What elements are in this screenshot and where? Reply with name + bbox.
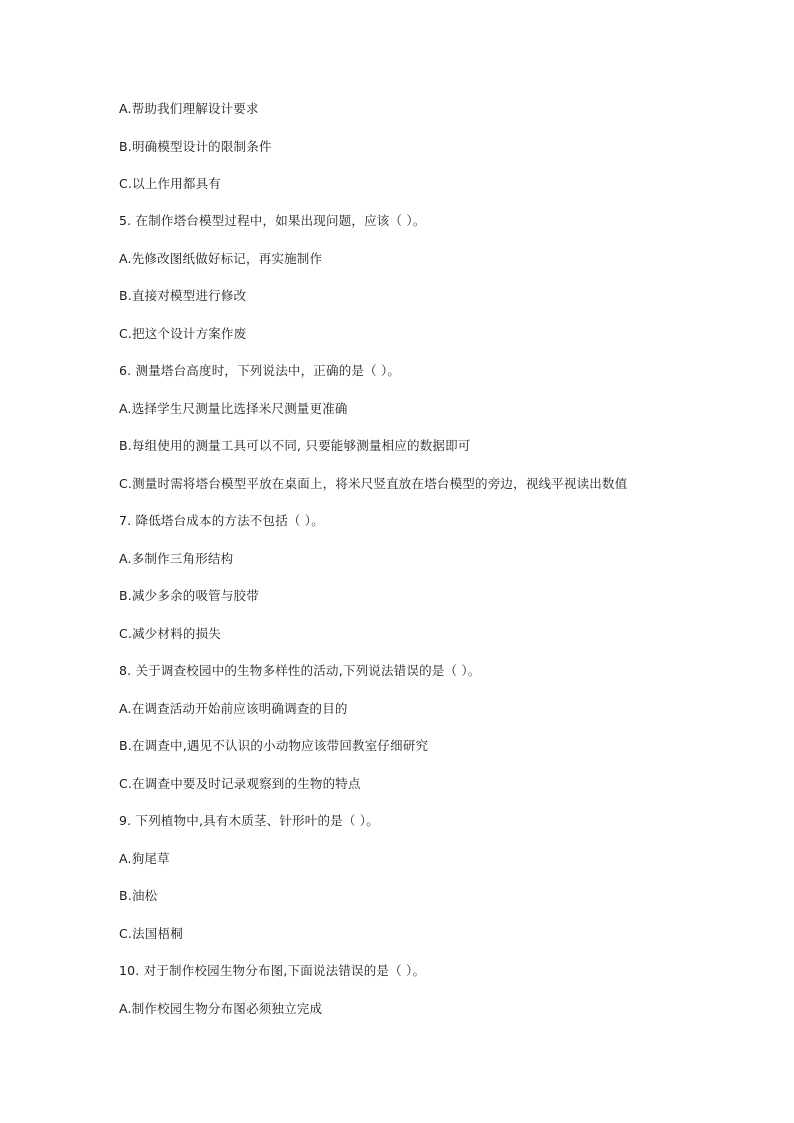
option-4c: C.以上作用都具有 xyxy=(119,176,222,191)
question-5: 5. 在制作塔台模型过程中，如果出现问题，应该（ ）。 xyxy=(119,213,426,228)
option-6a: A.选择学生尺测量比选择米尺测量更准确 xyxy=(119,401,348,416)
option-6c: C.测量时需将塔台模型平放在桌面上，将米尺竖直放在塔台模型的旁边，视线平视读出数值 xyxy=(119,476,628,491)
option-8c: C.在调查中要及时记录观察到的生物的特点 xyxy=(119,776,361,791)
question-6: 6. 测量塔台高度时，下列说法中，正确的是（ ）。 xyxy=(119,363,401,378)
option-7b: B.减少多余的吸管与胶带 xyxy=(119,588,259,603)
option-8b: B.在调查中,遇见不认识的小动物应该带回教室仔细研究 xyxy=(119,738,429,753)
option-9a: A.狗尾草 xyxy=(119,851,170,866)
option-7a: A.多制作三角形结构 xyxy=(119,551,234,566)
option-9b: B.油松 xyxy=(119,888,158,903)
question-8: 8. 关于调查校园中的生物多样性的活动,下列说法错误的是（ ）。 xyxy=(119,663,481,678)
option-4a: A.帮助我们理解设计要求 xyxy=(119,101,259,116)
option-9c: C.法国梧桐 xyxy=(119,926,183,941)
question-10: 10. 对于制作校园生物分布图,下面说法错误的是（ ）。 xyxy=(119,963,426,978)
option-8a: A.在调查活动开始前应该明确调查的目的 xyxy=(119,701,348,716)
option-5c: C.把这个设计方案作废 xyxy=(119,326,247,341)
option-6b: B.每组使用的测量工具可以不同, 只要能够测量相应的数据即可 xyxy=(119,438,471,453)
option-4b: B.明确模型设计的限制条件 xyxy=(119,139,272,154)
option-5b: B.直接对模型进行修改 xyxy=(119,288,247,303)
option-5a: A.先修改图纸做好标记，再实施制作 xyxy=(119,251,323,266)
question-9: 9. 下列植物中,具有木质茎、针形叶的是（ ）。 xyxy=(119,813,379,828)
question-7: 7. 降低塔台成本的方法不包括（ ）。 xyxy=(119,513,324,528)
option-10a: A.制作校园生物分布图必须独立完成 xyxy=(119,1001,323,1016)
option-7c: C.减少材料的损失 xyxy=(119,626,222,641)
